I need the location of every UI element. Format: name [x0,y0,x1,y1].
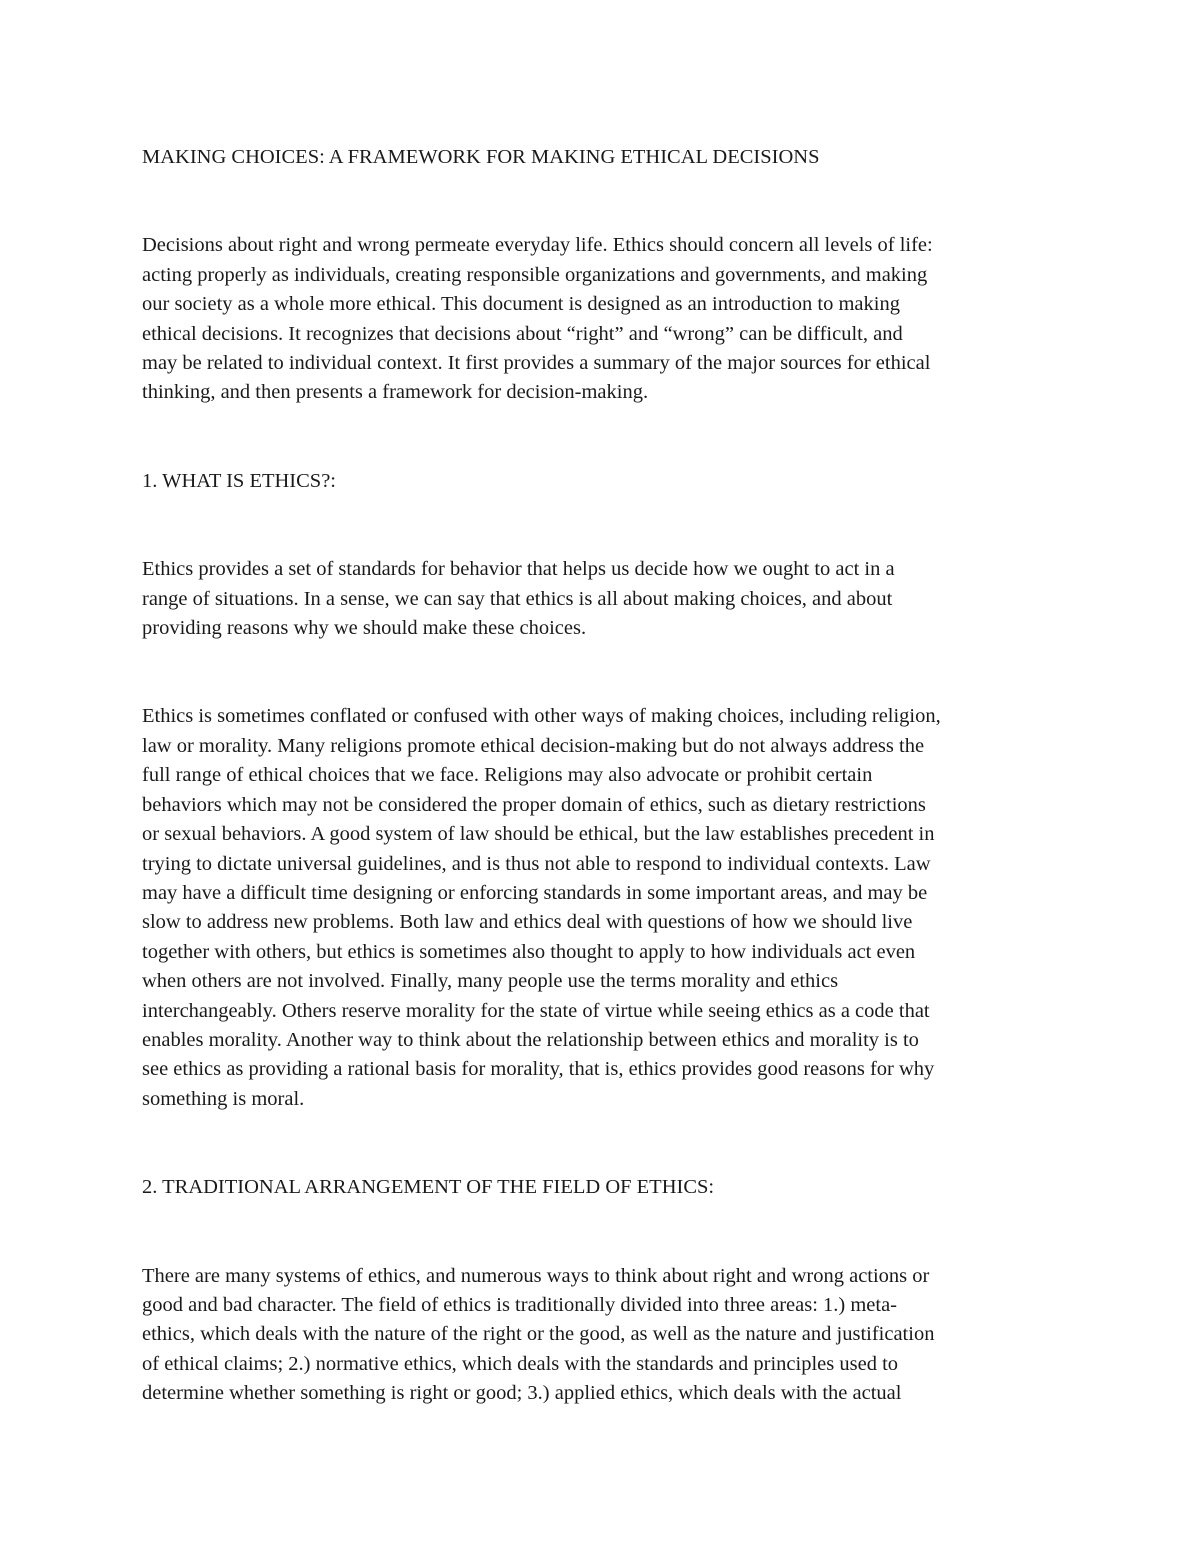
paragraph-line: providing reasons why we should make these choices. [142,617,587,640]
paragraph-line: interchangeably. Others reserve morality for the state of virtue while seeing ethics as a code that [142,999,930,1022]
intro-line: thinking, and then presents a framework for decision-making. [142,381,649,404]
document-title: MAKING CHOICES: A FRAMEWORK FOR MAKING ETHICAL DECISIONS [142,146,820,168]
paragraph-line: determine whether something is right or good; 3.) applied ethics, which deals with the actual [142,1382,902,1405]
intro-line: ethical decisions. It recognizes that decisions about “right” and “wrong” can be difficult, and [142,322,903,345]
paragraph-line: slow to address new problems. Both law and ethics deal with questions of how we should live [142,911,913,934]
intro-line: may be related to individual context. It first provides a summary of the major sources for ethical [142,352,931,375]
document-page [142,143,1067,1409]
paragraph-line: There are many systems of ethics, and numerous ways to think about right and wrong actions or [142,1264,930,1287]
paragraph-line: see ethics as providing a rational basis for morality, that is, ethics provides good reasons for why [142,1058,935,1081]
section-2-heading: 2. TRADITIONAL ARRANGEMENT OF THE FIELD OF ETHICS: [142,1176,715,1199]
intro-paragraph [142,231,1067,407]
paragraph-line: Ethics is sometimes conflated or confused with other ways of making choices, including religion, [142,705,941,728]
paragraph-line: good and bad character. The field of ethics is traditionally divided into three areas: 1.) meta- [142,1293,898,1316]
paragraph-line: may have a difficult time designing or enforcing standards in some important areas, and may be [142,881,928,904]
paragraph-line: behaviors which may not be considered the proper domain of ethics, such as dietary restrictions [142,793,926,816]
intro-line: acting properly as individuals, creating responsible organizations and governments, and making [142,263,928,286]
paragraph-line: together with others, but ethics is sometimes also thought to apply to how individuals act even [142,940,916,963]
paragraph-line: ethics, which deals with the nature of the right or the good, as well as the nature and justification [142,1323,935,1346]
paragraph-line: law or morality. Many religions promote ethical decision-making but do not always address the [142,734,925,757]
paragraph-line: Ethics provides a set of standards for behavior that helps us decide how we ought to act in a [142,558,895,581]
paragraph-line: something is moral. [142,1087,305,1110]
section-2-paragraph-1 [142,1262,1067,1409]
paragraph-line: enables morality. Another way to think about the relationship between ethics and morality is to [142,1028,919,1051]
paragraph-line: full range of ethical choices that we face. Religions may also advocate or prohibit certain [142,764,873,787]
section-1-paragraph-2 [142,702,1067,1114]
paragraph-line: of ethical claims; 2.) normative ethics, which deals with the standards and principles used to [142,1352,899,1375]
paragraph-line: when others are not involved. Finally, many people use the terms morality and ethics [142,970,839,993]
paragraph-line: or sexual behaviors. A good system of law should be ethical, but the law establishes precedent in [142,823,935,846]
intro-line: our society as a whole more ethical. This document is designed as an introduction to making [142,293,900,316]
section-1-heading: 1. WHAT IS ETHICS?: [142,469,336,492]
paragraph-line: trying to dictate universal guidelines, and is thus not able to respond to individual contexts. Law [142,852,931,875]
section-1-paragraph-1 [142,555,1067,643]
intro-line: Decisions about right and wrong permeate everyday life. Ethics should concern all levels of life: [142,234,933,257]
paragraph-line: range of situations. In a sense, we can say that ethics is all about making choices, and about [142,587,893,610]
